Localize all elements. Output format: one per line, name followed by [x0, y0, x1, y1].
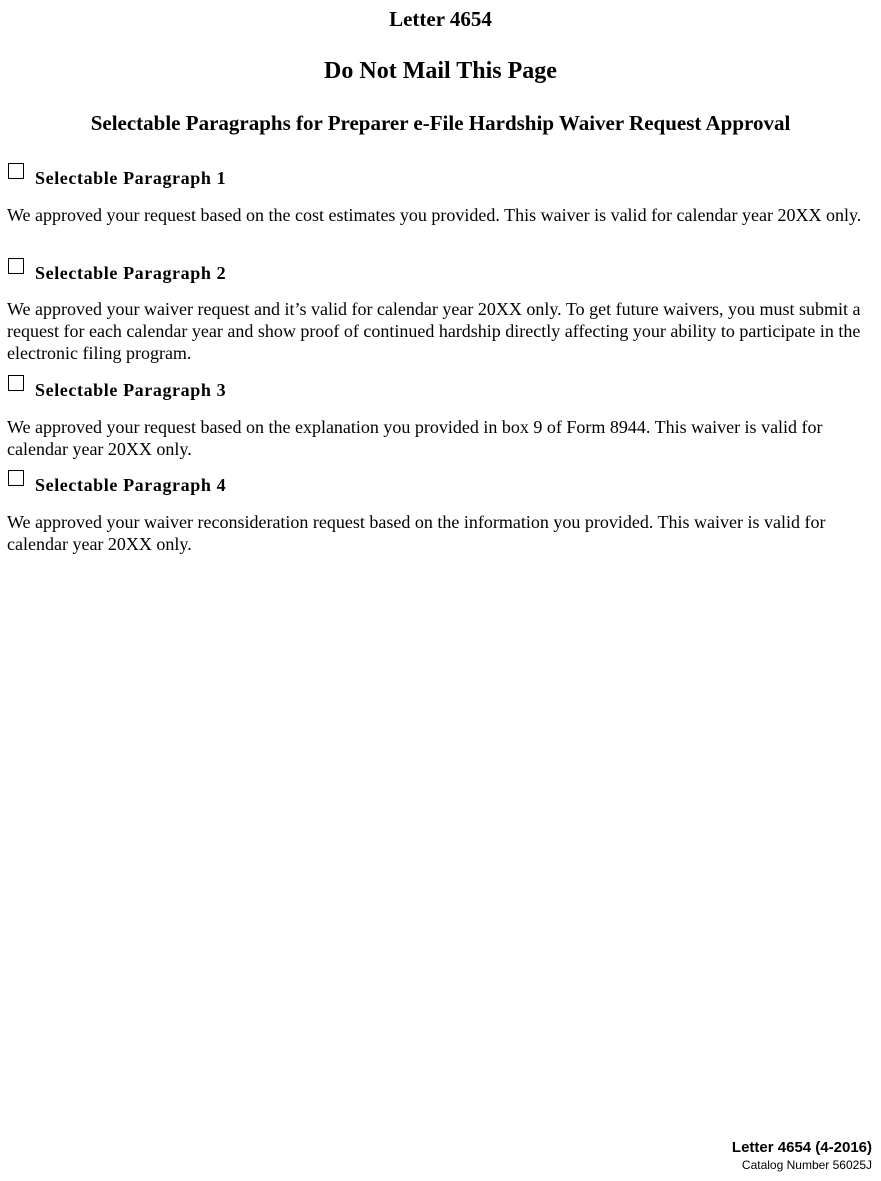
paragraph-2-checkbox[interactable]	[8, 258, 24, 274]
paragraph-1-label: Selectable Paragraph 1	[35, 168, 227, 188]
paragraph-2-text: We approved your waiver request and it’s valid for calendar year 20XX only. To get future waivers, you must submit a request for each calendar year and show proof of continued hardship directly affecting your ability to participate in the electronic filing program.	[7, 299, 866, 363]
letter-title: Letter 4654	[389, 7, 492, 31]
paragraph-4-text: We approved your waiver reconsideration request based on the information you provided. This waiver is valid for calendar year 20XX only.	[7, 512, 830, 554]
footer-letter-revision: Letter 4654 (4-2016)	[731, 1139, 872, 1156]
paragraph-1-text: We approved your request based on the cost estimates you provided. This waiver is valid for calendar year 20XX only.	[7, 205, 862, 225]
paragraph-3-text: We approved your request based on the explanation you provided in box 9 of Form 8944. This waiver is valid for calendar year 20XX only.	[7, 417, 828, 459]
paragraph-4-label: Selectable Paragraph 4	[35, 475, 227, 495]
paragraph-2-label: Selectable Paragraph 2	[35, 263, 227, 283]
paragraph-4-checkbox[interactable]	[8, 470, 24, 486]
do-not-mail-notice: Do Not Mail This Page	[324, 58, 557, 84]
paragraph-1-checkbox[interactable]	[8, 163, 24, 179]
paragraph-3-checkbox[interactable]	[8, 375, 24, 391]
paragraph-3-label: Selectable Paragraph 3	[35, 380, 227, 400]
section-title: Selectable Paragraphs for Preparer e-File Hardship Waiver Request Approval	[90, 111, 791, 135]
footer-catalog-number: Catalog Number 56025J	[741, 1158, 872, 1172]
